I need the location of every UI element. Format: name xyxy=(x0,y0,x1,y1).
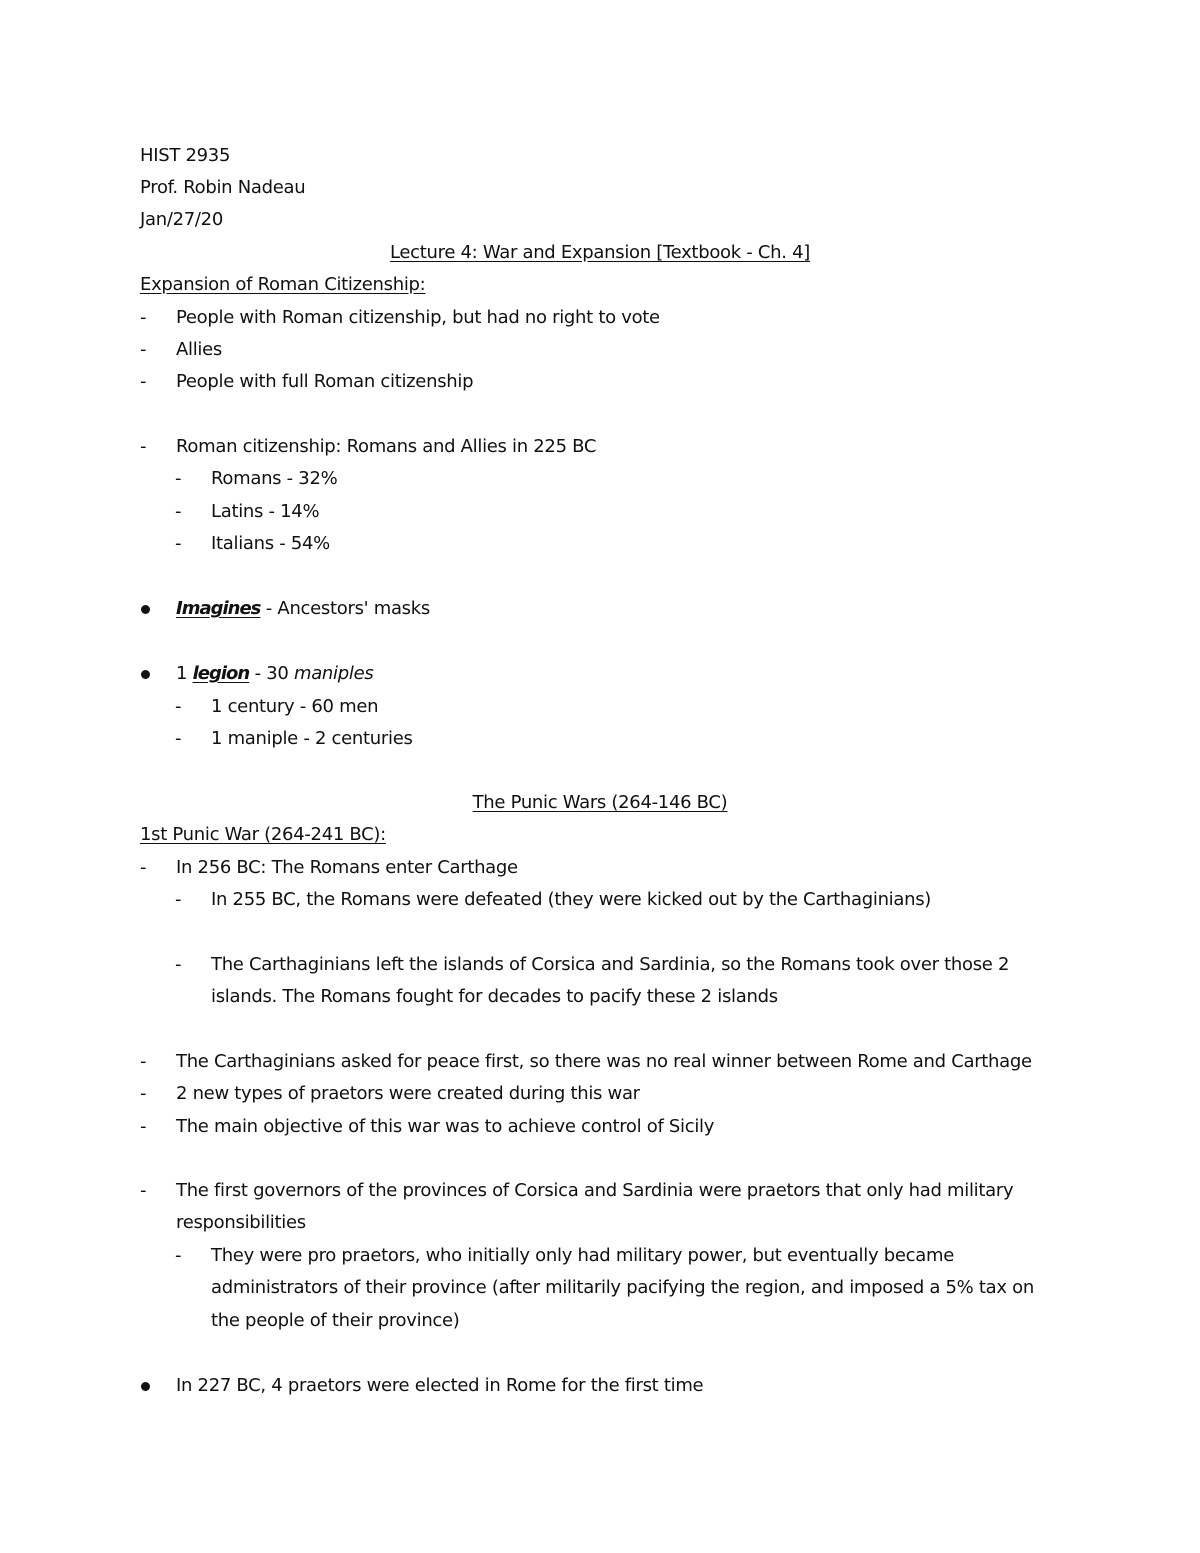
list-item: People with Roman citizenship, but had no right to vote xyxy=(176,307,660,328)
section-heading-citizenship: Expansion of Roman Citizenship: xyxy=(140,274,426,295)
dash-marker: - xyxy=(175,501,182,522)
list-item: In 227 BC, 4 praetors were elected in Rome for the first time xyxy=(176,1375,704,1396)
sub-list-item: In 255 BC, the Romans were defeated (they were kicked out by the Carthaginians) xyxy=(211,889,932,910)
list-item: 2 new types of praetors were created during this war xyxy=(176,1083,640,1104)
bullet-dot xyxy=(141,605,150,614)
list-item: People with full Roman citizenship xyxy=(176,371,474,392)
sub-list-item: 1 maniple - 2 centuries xyxy=(211,728,413,749)
dash-marker: - xyxy=(140,1051,147,1072)
course-code: HIST 2935 xyxy=(140,145,231,166)
sub-list-item: 1 century - 60 men xyxy=(211,696,379,717)
sub-list-item: They were pro praetors, who initially only had military power, but eventually became xyxy=(211,1245,954,1266)
legion-line xyxy=(176,663,373,685)
bullet-dot xyxy=(141,670,150,679)
dash-marker: - xyxy=(175,889,182,910)
sub-list-item: Romans - 32% xyxy=(211,468,338,489)
section-heading-first-punic-war: 1st Punic War (264-241 BC): xyxy=(140,824,386,845)
legion-mid: - 30 xyxy=(249,663,294,684)
list-item: Roman citizenship: Romans and Allies in 225 BC xyxy=(176,436,597,457)
list-item: The Carthaginians asked for peace first, so there was no real winner between Rome and Carthage xyxy=(176,1051,1032,1072)
dash-marker: - xyxy=(140,857,147,878)
dash-marker: - xyxy=(175,954,182,975)
sub-list-item: The Carthaginians left the islands of Corsica and Sardinia, so the Romans took over those 2 xyxy=(211,954,1010,975)
lecture-title: Lecture 4: War and Expansion [Textbook - Ch. 4] xyxy=(389,242,811,263)
term-maniples: maniples xyxy=(293,663,374,684)
dash-marker: - xyxy=(175,728,182,749)
term-imagines: Imagines xyxy=(176,598,261,619)
sub-list-item-continued: the people of their province) xyxy=(211,1310,460,1331)
bullet-dot xyxy=(141,1382,150,1391)
list-item: The main objective of this war was to achieve control of Sicily xyxy=(176,1116,715,1137)
sub-list-item-continued: administrators of their province (after militarily pacifying the region, and imposed a 5% tax on xyxy=(211,1277,1034,1298)
professor-name: Prof. Robin Nadeau xyxy=(140,177,306,198)
dash-marker: - xyxy=(140,339,147,360)
dash-marker: - xyxy=(175,1245,182,1266)
dash-marker: - xyxy=(140,1180,147,1201)
sub-list-item: Italians - 54% xyxy=(211,533,330,554)
dash-marker: - xyxy=(140,1116,147,1137)
list-item-continued: responsibilities xyxy=(176,1212,306,1233)
dash-marker: - xyxy=(140,1083,147,1104)
dash-marker: - xyxy=(175,533,182,554)
lecture-date: Jan/27/20 xyxy=(140,209,223,230)
dash-marker: - xyxy=(175,696,182,717)
imagines-line xyxy=(176,598,430,620)
section-title-punic-wars: The Punic Wars (264-146 BC) xyxy=(472,792,728,813)
list-item: Allies xyxy=(176,339,222,360)
dash-marker: - xyxy=(175,468,182,489)
imagines-definition: - Ancestors' masks xyxy=(260,598,430,619)
dash-marker: - xyxy=(140,436,147,457)
sub-list-item-continued: islands. The Romans fought for decades to pacify these 2 islands xyxy=(211,986,778,1007)
dash-marker: - xyxy=(140,307,147,328)
legion-prefix: 1 xyxy=(176,663,193,684)
list-item: The first governors of the provinces of Corsica and Sardinia were praetors that only had military xyxy=(176,1180,1014,1201)
list-item: In 256 BC: The Romans enter Carthage xyxy=(176,857,518,878)
sub-list-item: Latins - 14% xyxy=(211,501,320,522)
term-legion: legion xyxy=(192,663,250,684)
dash-marker: - xyxy=(140,371,147,392)
